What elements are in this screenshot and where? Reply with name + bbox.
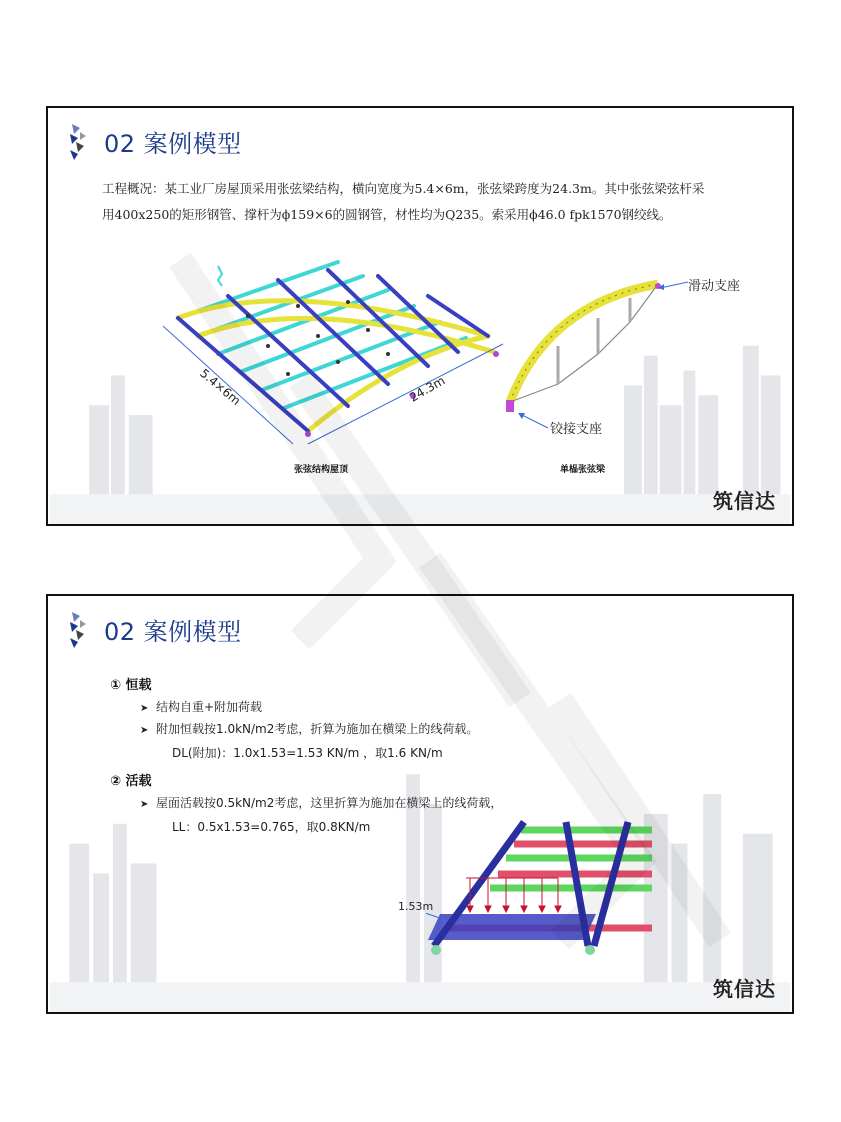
slide-title: 02 案例模型: [104, 130, 242, 158]
overview-line-1: 工程概况：某工业厂房屋顶采用张弦梁结构，横向宽度为5.4×6m，张弦梁跨度为24.3m。其中张弦梁弦杆采: [102, 181, 705, 196]
bullet-arrow-icon: ➤: [140, 799, 149, 810]
slide-case-model-2: [46, 594, 794, 1014]
caption-roof: 张弦结构屋顶: [294, 465, 349, 475]
slide-title: 02 案例模型: [104, 618, 242, 646]
caption-truss: 单榀张弦梁: [560, 465, 606, 475]
logo-icon: [66, 610, 94, 650]
brand-logo: 筑信达: [713, 489, 776, 513]
brand-logo: 筑信达: [713, 977, 776, 1001]
label-sliding-support: 滑动支座: [688, 279, 741, 294]
dead-load-heading: ① 恒载: [110, 678, 152, 693]
dimension-1-53: 1.53m: [398, 900, 434, 913]
live-load-formula: LL：0.5x1.53=0.765，取0.8KN/m: [172, 820, 371, 834]
dead-load-item-1: ➤ 结构自重+附加荷载: [140, 700, 263, 714]
roof-structure-figure: [158, 256, 518, 446]
load-model-figure: [426, 818, 652, 958]
bullet-arrow-icon: ➤: [140, 703, 149, 714]
single-truss-figure: [498, 274, 668, 424]
slide-case-model-1: [46, 106, 794, 526]
live-load-item-1: ➤ 屋面活载按0.5kN/m2考虑，这里折算为施加在横梁上的线荷载，: [140, 796, 503, 810]
live-load-heading: ② 活载: [110, 774, 152, 789]
overview-line-2: 用400x250的矩形钢管、撑杆为ϕ159×6的圆钢管，材性均为Q235。索采用ϕ46.0 fpk1570钢绞线。: [102, 207, 672, 222]
dimension-width: 5.4×6m: [197, 366, 244, 408]
label-hinged-support: 铰接支座: [550, 422, 603, 437]
pointer-arrow-hinged: [516, 410, 552, 432]
bullet-arrow-icon: ➤: [140, 725, 149, 736]
dead-load-formula: DL(附加)：1.0x1.53=1.53 KN/m ，取1.6 KN/m: [172, 746, 443, 760]
logo-icon: [66, 122, 94, 162]
dead-load-item-2: ➤ 附加恒载按1.0kN/m2考虑，折算为施加在横梁上的线荷载。: [140, 722, 479, 736]
project-overview: [102, 176, 782, 228]
dimension-span: 24.3m: [407, 373, 448, 405]
